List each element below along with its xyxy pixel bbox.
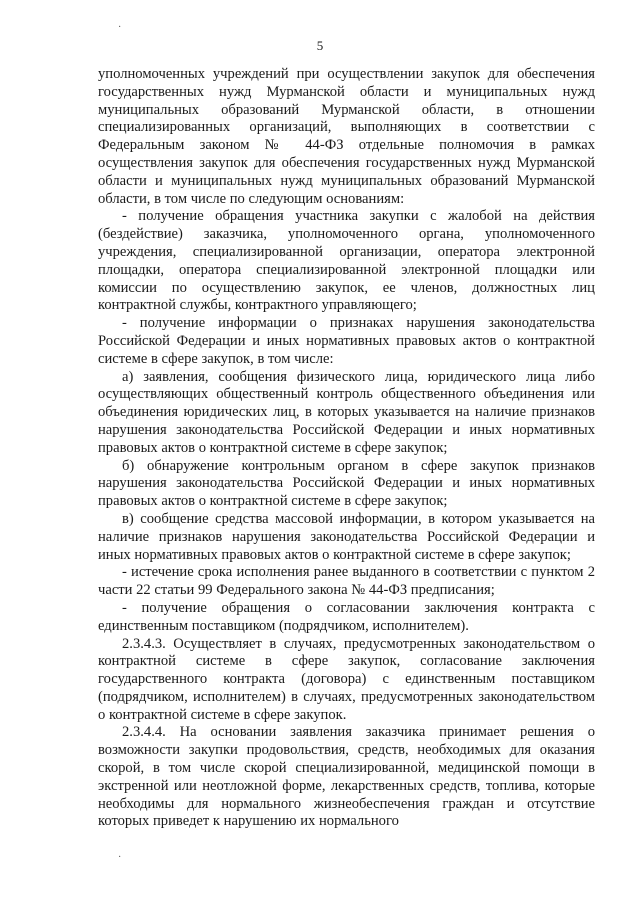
document-body <box>98 66 595 831</box>
paragraph: 2.3.4.4. На основании заявления заказчика принимает решения о возможности закупки продовольствия, средств, необходимых для оказания скорой, в том числе скорой специализированной, медицинской помощи в экстренной или неотложной форме, лекарственных средств, топлива, которые необходимы для нормального жизнеобеспечения граждан и отсутствие которых приведет к нарушению их нормального <box>98 724 595 830</box>
paragraph: 2.3.4.3. Осуществляет в случаях, предусмотренных законодательством о контрактной системе в сфере закупок, согласование заключения государственного контракта (договора) с единственным поставщиком (подрядчиком, исполнителем) в случаях, предусмотренных законодательством о контрактной системе в сфере закупок. <box>98 635 595 723</box>
page-number: 5 <box>316 38 324 53</box>
paragraph: а) заявления, сообщения физического лица, юридического лица либо осуществляющих общественный контроль общественного объединения или объединения юридических лиц, в которых указывается на наличие признаков нарушения законодательства Российской Федерации и иных нормативных правовых актов о контрактной системе в сфере закупок; <box>98 368 595 456</box>
paragraph: б) обнаружение контрольным органом в сфере закупок признаков нарушения законодательства Российской Федерации и иных нормативных правовых актов о контрактной системе в сфере закупок; <box>98 457 595 510</box>
scan-dot-top: · <box>118 22 122 33</box>
scan-dot-bottom: · <box>118 852 122 863</box>
paragraph: - получение обращения участника закупки с жалобой на действия (бездействие) заказчика, уполномоченного органа, уполномоченного учреждения, специализированной организации, оператора электронной площадки, оператора специализированной электронной площадки или комиссии по осуществлению закупок, ее членов, должностных лиц контрактной службы, контрактного управляющего; <box>98 208 595 314</box>
paragraph: в) сообщение средства массовой информации, в котором указывается на наличие признаков нарушения законодательства Российской Федерации и иных нормативных правовых актов о контрактной системе в сфере закупок; <box>98 510 595 563</box>
paragraph: - истечение срока исполнения ранее выданного в соответствии с пунктом 2 части 22 статьи 99 Федерального закона № 44-ФЗ предписания; <box>98 564 595 599</box>
paragraph: уполномоченных учреждений при осуществлении закупок для обеспечения государственных нужд Мурманской области и муниципальных нужд муниципальных образований Мурманской области, в отношении специализированных организаций, выполняющих в соответствии с Федеральным законом № 44-ФЗ отдельные полномочия в рамках осуществления закупок для обеспечения государственных нужд Мурманской области и муниципальных нужд муниципальных образований Мурманской области, в том числе по следующим основаниям: <box>98 66 595 207</box>
paragraph: - получение обращения о согласовании заключения контракта с единственным поставщиком (подрядчиком, исполнителем). <box>98 599 595 634</box>
paragraph: - получение информации о признаках нарушения законодательства Российской Федерации и иных нормативных правовых актов о контрактной системе в сфере закупок, в том числе: <box>98 315 595 367</box>
